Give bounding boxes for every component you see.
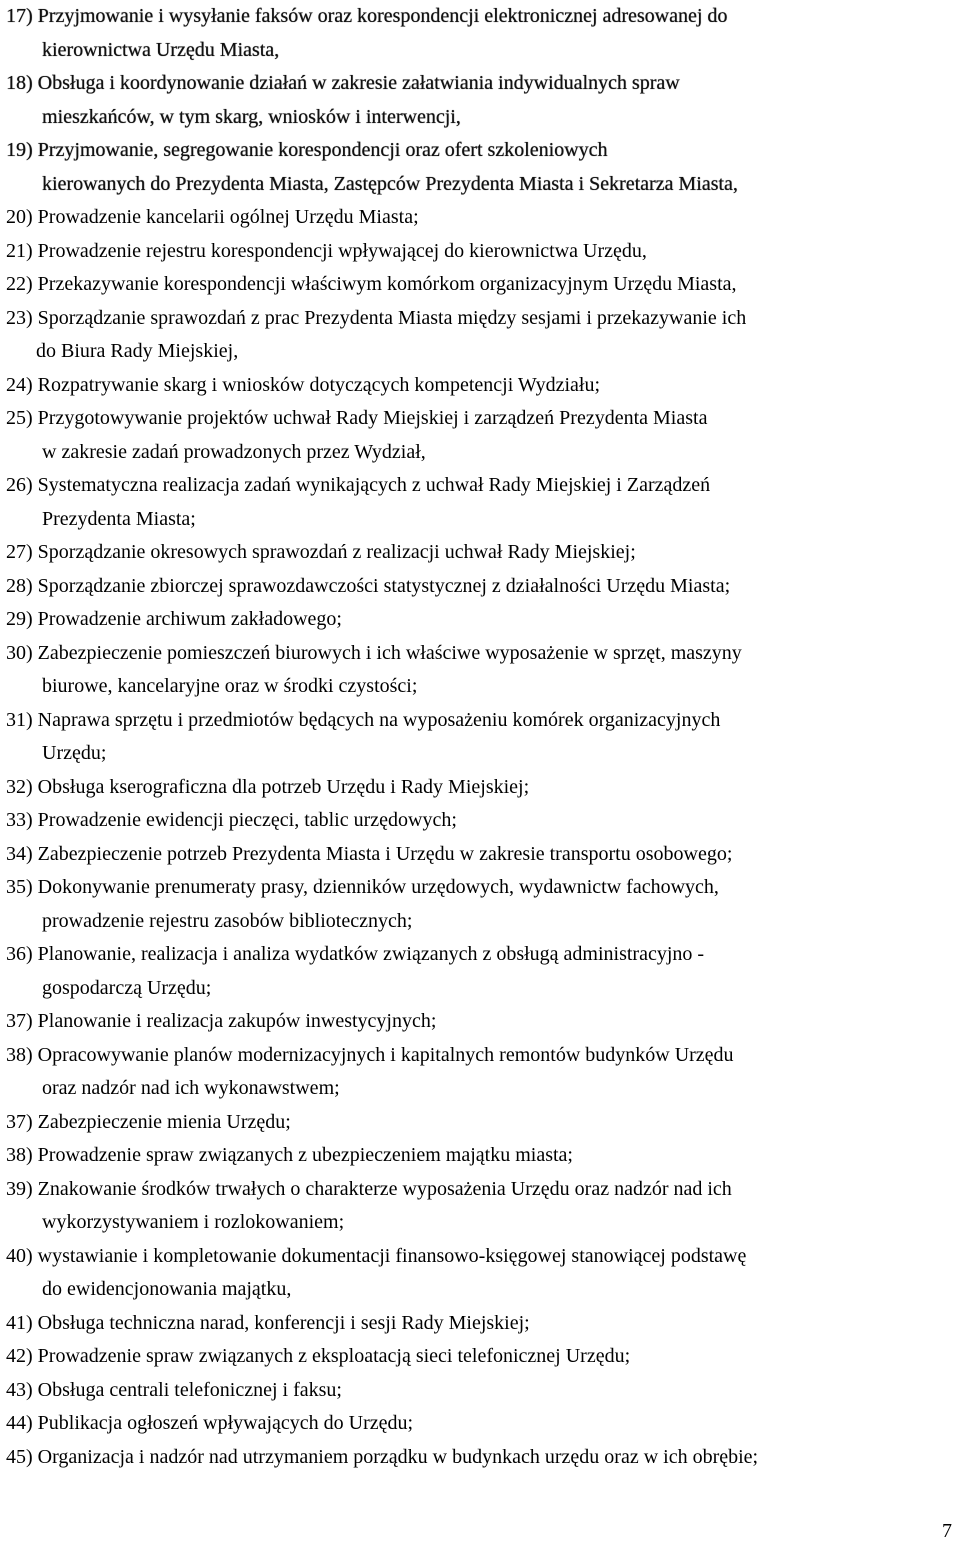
list-item bbox=[6, 402, 960, 469]
list-item-text: 35) Dokonywanie prenumeraty prasy, dzienników urzędowych, wydawnictw fachowych, bbox=[6, 876, 719, 898]
list-item-continuation: biurowe, kancelaryjne oraz w środki czystości; bbox=[42, 675, 418, 697]
list-item-text: 36) Planowanie, realizacja i analiza wydatków związanych z obsługą administracyjno - bbox=[6, 943, 705, 965]
list-item bbox=[6, 871, 960, 938]
list-item-continuation: do ewidencjonowania majątku, bbox=[42, 1278, 292, 1300]
list-item bbox=[6, 201, 960, 235]
list-item-text: 19) Przyjmowanie, segregowanie korespondencji oraz ofert szkoleniowych bbox=[6, 139, 608, 161]
list-item bbox=[6, 1374, 960, 1408]
list-item bbox=[6, 302, 960, 369]
list-item-continuation: kierowanych do Prezydenta Miasta, Zastępców Prezydenta Miasta i Sekretarza Miasta, bbox=[42, 172, 738, 195]
list-item bbox=[6, 1441, 960, 1475]
list-item bbox=[6, 235, 960, 269]
list-item bbox=[6, 804, 960, 838]
list-item-text: 44) Publikacja ogłoszeń wpływających do Urzędu; bbox=[6, 1412, 414, 1434]
list-item-text: 37) Planowanie i realizacja zakupów inwestycyjnych; bbox=[6, 1010, 437, 1032]
list-item bbox=[6, 536, 960, 570]
list-item bbox=[6, 1307, 960, 1341]
list-item bbox=[6, 637, 960, 704]
list-item bbox=[6, 771, 960, 805]
list-item-text: 42) Prowadzenie spraw związanych z eksploatacją sieci telefonicznej Urzędu; bbox=[6, 1345, 631, 1367]
list-item-continuation: gospodarczą Urzędu; bbox=[42, 976, 212, 999]
list-item-text: 21) Prowadzenie rejestru korespondencji wpływającej do kierownictwa Urzędu, bbox=[6, 239, 647, 262]
list-item-text: 32) Obsługa kserograficzna dla potrzeb Urzędu i Rady Miejskiej; bbox=[6, 775, 530, 798]
list-item-text: 30) Zabezpieczenie pomieszczeń biurowych i ich właściwe wyposażenie w sprzęt, maszyny bbox=[6, 641, 742, 664]
list-item bbox=[6, 1407, 960, 1441]
list-item-text: 39) Znakowanie środków trwałych o charakterze wyposażenia Urzędu oraz nadzór nad ich bbox=[6, 1177, 732, 1200]
list-item-text: 17) Przyjmowanie i wysyłanie faksów oraz korespondencji elektronicznej adresowanej do bbox=[6, 5, 728, 27]
list-item-continuation: Prezydenta Miasta; bbox=[42, 507, 196, 530]
list-item-text: 33) Prowadzenie ewidencji pieczęci, tablic urzędowych; bbox=[6, 809, 457, 831]
list-item-text: 27) Sporządzanie okresowych sprawozdań z realizacji uchwał Rady Miejskiej; bbox=[6, 541, 636, 563]
list-item-text: 23) Sporządzanie sprawozdań z prac Prezydenta Miasta między sesjami i przekazywanie ich bbox=[6, 306, 747, 329]
list-item bbox=[6, 603, 960, 637]
list-item bbox=[6, 369, 960, 403]
list-item bbox=[6, 268, 960, 302]
list-item-text: 37) Zabezpieczenie mienia Urzędu; bbox=[6, 1110, 291, 1133]
list-item-text: 25) Przygotowywanie projektów uchwał Rady Miejskiej i zarządzeń Prezydenta Miasta bbox=[6, 407, 708, 429]
list-item-text: 31) Naprawa sprzętu i przedmiotów będących na wyposażeniu komórek organizacyjnych bbox=[6, 708, 721, 731]
list-item bbox=[6, 1240, 960, 1307]
list-item bbox=[6, 838, 960, 872]
list-item-text: 41) Obsługa techniczna narad, konferencji i sesji Rady Miejskiej; bbox=[6, 1311, 530, 1334]
list-item-text: 45) Organizacja i nadzór nad utrzymaniem porządku w budynkach urzędu oraz w ich obrębie; bbox=[6, 1445, 759, 1468]
task-list bbox=[6, 0, 960, 1474]
list-item-text: 29) Prowadzenie archiwum zakładowego; bbox=[6, 608, 342, 630]
list-item-continuation: oraz nadzór nad ich wykonawstwem; bbox=[42, 1077, 340, 1099]
list-item bbox=[6, 1039, 960, 1106]
list-item bbox=[6, 704, 960, 771]
list-item bbox=[6, 1106, 960, 1140]
list-item-text: 38) Prowadzenie spraw związanych z ubezpieczeniem majątku miasta; bbox=[6, 1144, 573, 1166]
page-number: 7 bbox=[942, 1520, 952, 1542]
list-item-continuation: w zakresie zadań prowadzonych przez Wydział, bbox=[42, 440, 426, 463]
list-item-continuation: wykorzystywaniem i rozlokowaniem; bbox=[42, 1211, 345, 1233]
list-item-continuation: Urzędu; bbox=[42, 742, 107, 764]
list-item bbox=[6, 1005, 960, 1039]
list-item bbox=[6, 938, 960, 1005]
list-item bbox=[6, 1340, 960, 1374]
list-item bbox=[6, 1139, 960, 1173]
list-item-continuation: prowadzenie rejestru zasobów bibliotecznych; bbox=[42, 909, 413, 932]
list-item-text: 22) Przekazywanie korespondencji właściwym komórkom organizacyjnym Urzędu Miasta, bbox=[6, 273, 737, 295]
list-item-text: 38) Opracowywanie planów modernizacyjnych i kapitalnych remontów budynków Urzędu bbox=[6, 1043, 734, 1066]
list-item-text: 26) Systematyczna realizacja zadań wynikających z uchwał Rady Miejskiej i Zarządzeń bbox=[6, 474, 711, 496]
list-item bbox=[6, 0, 960, 67]
list-item-text: 28) Sporządzanie zbiorczej sprawozdawczości statystycznej z działalności Urzędu Miasta; bbox=[6, 574, 731, 597]
list-item-text: 20) Prowadzenie kancelarii ogólnej Urzędu Miasta; bbox=[6, 206, 419, 228]
list-item-text: 43) Obsługa centrali telefonicznej i faksu; bbox=[6, 1378, 342, 1401]
list-item bbox=[6, 469, 960, 536]
list-item-text: 40) wystawianie i kompletowanie dokumentacji finansowo-księgowej stanowiącej podstawę bbox=[6, 1244, 747, 1267]
list-item bbox=[6, 134, 960, 201]
list-item-continuation: kierownictwa Urzędu Miasta, bbox=[42, 38, 280, 61]
list-item bbox=[6, 67, 960, 134]
list-item-text: 24) Rozpatrywanie skarg i wniosków dotyczących kompetencji Wydziału; bbox=[6, 373, 601, 396]
list-item-continuation: do Biura Rady Miejskiej, bbox=[36, 340, 239, 362]
list-item-continuation: mieszkańców, w tym skarg, wniosków i interwencji, bbox=[42, 105, 461, 128]
list-item bbox=[6, 1173, 960, 1240]
list-item-text: 18) Obsługa i koordynowanie działań w zakresie załatwiania indywidualnych spraw bbox=[6, 72, 680, 94]
list-item-text: 34) Zabezpieczenie potrzeb Prezydenta Miasta i Urzędu w zakresie transportu osobowego; bbox=[6, 842, 733, 865]
list-item bbox=[6, 570, 960, 604]
